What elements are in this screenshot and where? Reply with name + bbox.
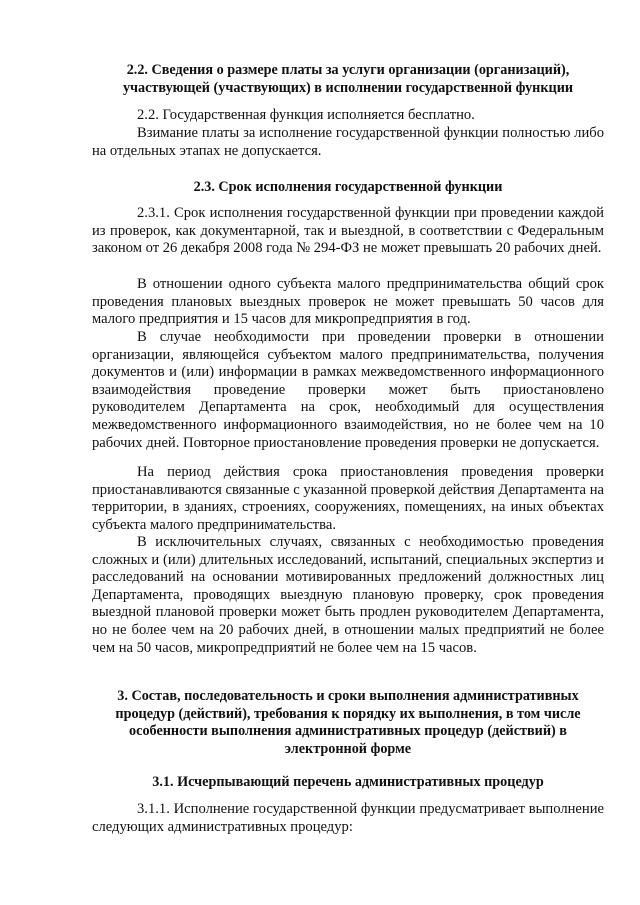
section-2-3-heading: 2.3. Срок исполнения государственной функции <box>193 179 503 195</box>
section-2-3-paragraph-4: На период действия срока приостановления проведения проверки приостанавливаются связанные с указанной проверкой действия Департамента на территории, в зданиях, строениях, сооружениях, помещениях, на иных объектах субъекта малого предпринимательства. <box>92 464 604 533</box>
section-3-1-paragraph-1: 3.1.1. Исполнение государственной функции предусматривает выполнение следующих административных процедур: <box>92 801 604 835</box>
section-3-1-heading: 3.1. Исчерпывающий перечень административных процедур <box>152 774 544 790</box>
section-2-3-paragraph-3: В случае необходимости при проведении проверки в отношении организации, являющейся субъектом малого предпринимательства, получения документов и (или) информации в рамках межведомственного информационного взаимодействия проведение проверки может быть приостановлено руководителем Департамента на срок, необходимый для осуществления межведомственного информационного взаимодействия, но не более чем на 10 рабочих дней. Повторное приостановление проведения проверки не допускается. <box>92 329 604 451</box>
section-2-2-paragraph-1: 2.2. Государственная функция исполняется бесплатно. <box>137 107 475 123</box>
section-2-3-paragraph-2: В отношении одного субъекта малого предпринимательства общий срок проведения плановых выездных проверок не может превышать 50 часов для малого предприятия и 15 часов для микропредприятия в год. <box>92 276 604 328</box>
section-2-2-paragraph-2: Взимание платы за исполнение государственной функции полностью либо на отдельных этапах не допускается. <box>92 125 604 159</box>
section-2-3-paragraph-5: В исключительных случаях, связанных с необходимостью проведения сложных и (или) длительных исследований, испытаний, специальных экспертиз и расследований на основании мотивированных предложений должностных лиц Департамента, проводящих выездную плановую проверку, срок проведения выездной плановой проверки может быть продлен руководителем Департамента, но не более чем на 20 рабочих дней, в отношении малых предприятий не более чем на 50 часов, микропредприятий не более чем на 15 часов. <box>92 534 604 656</box>
section-2-3-paragraph-1: 2.3.1. Срок исполнения государственной функции при проведении каждой из проверок, как документарной, так и выездной, в соответствии с Федеральным законом от 26 декабря 2008 года № 294-ФЗ не может превышать 20 рабочих дней. <box>92 205 604 257</box>
section-3-heading: 3. Состав, последовательность и сроки выполнения административных процедур (действий), требования к порядку их выполнения, в том числе особенности выполнения административных процедур (действий) в электронной форме <box>115 688 581 757</box>
section-2-2-heading: 2.2. Сведения о размере платы за услуги организации (организаций), участвующей (участвующих) в исполнении государственной функции <box>122 62 574 96</box>
